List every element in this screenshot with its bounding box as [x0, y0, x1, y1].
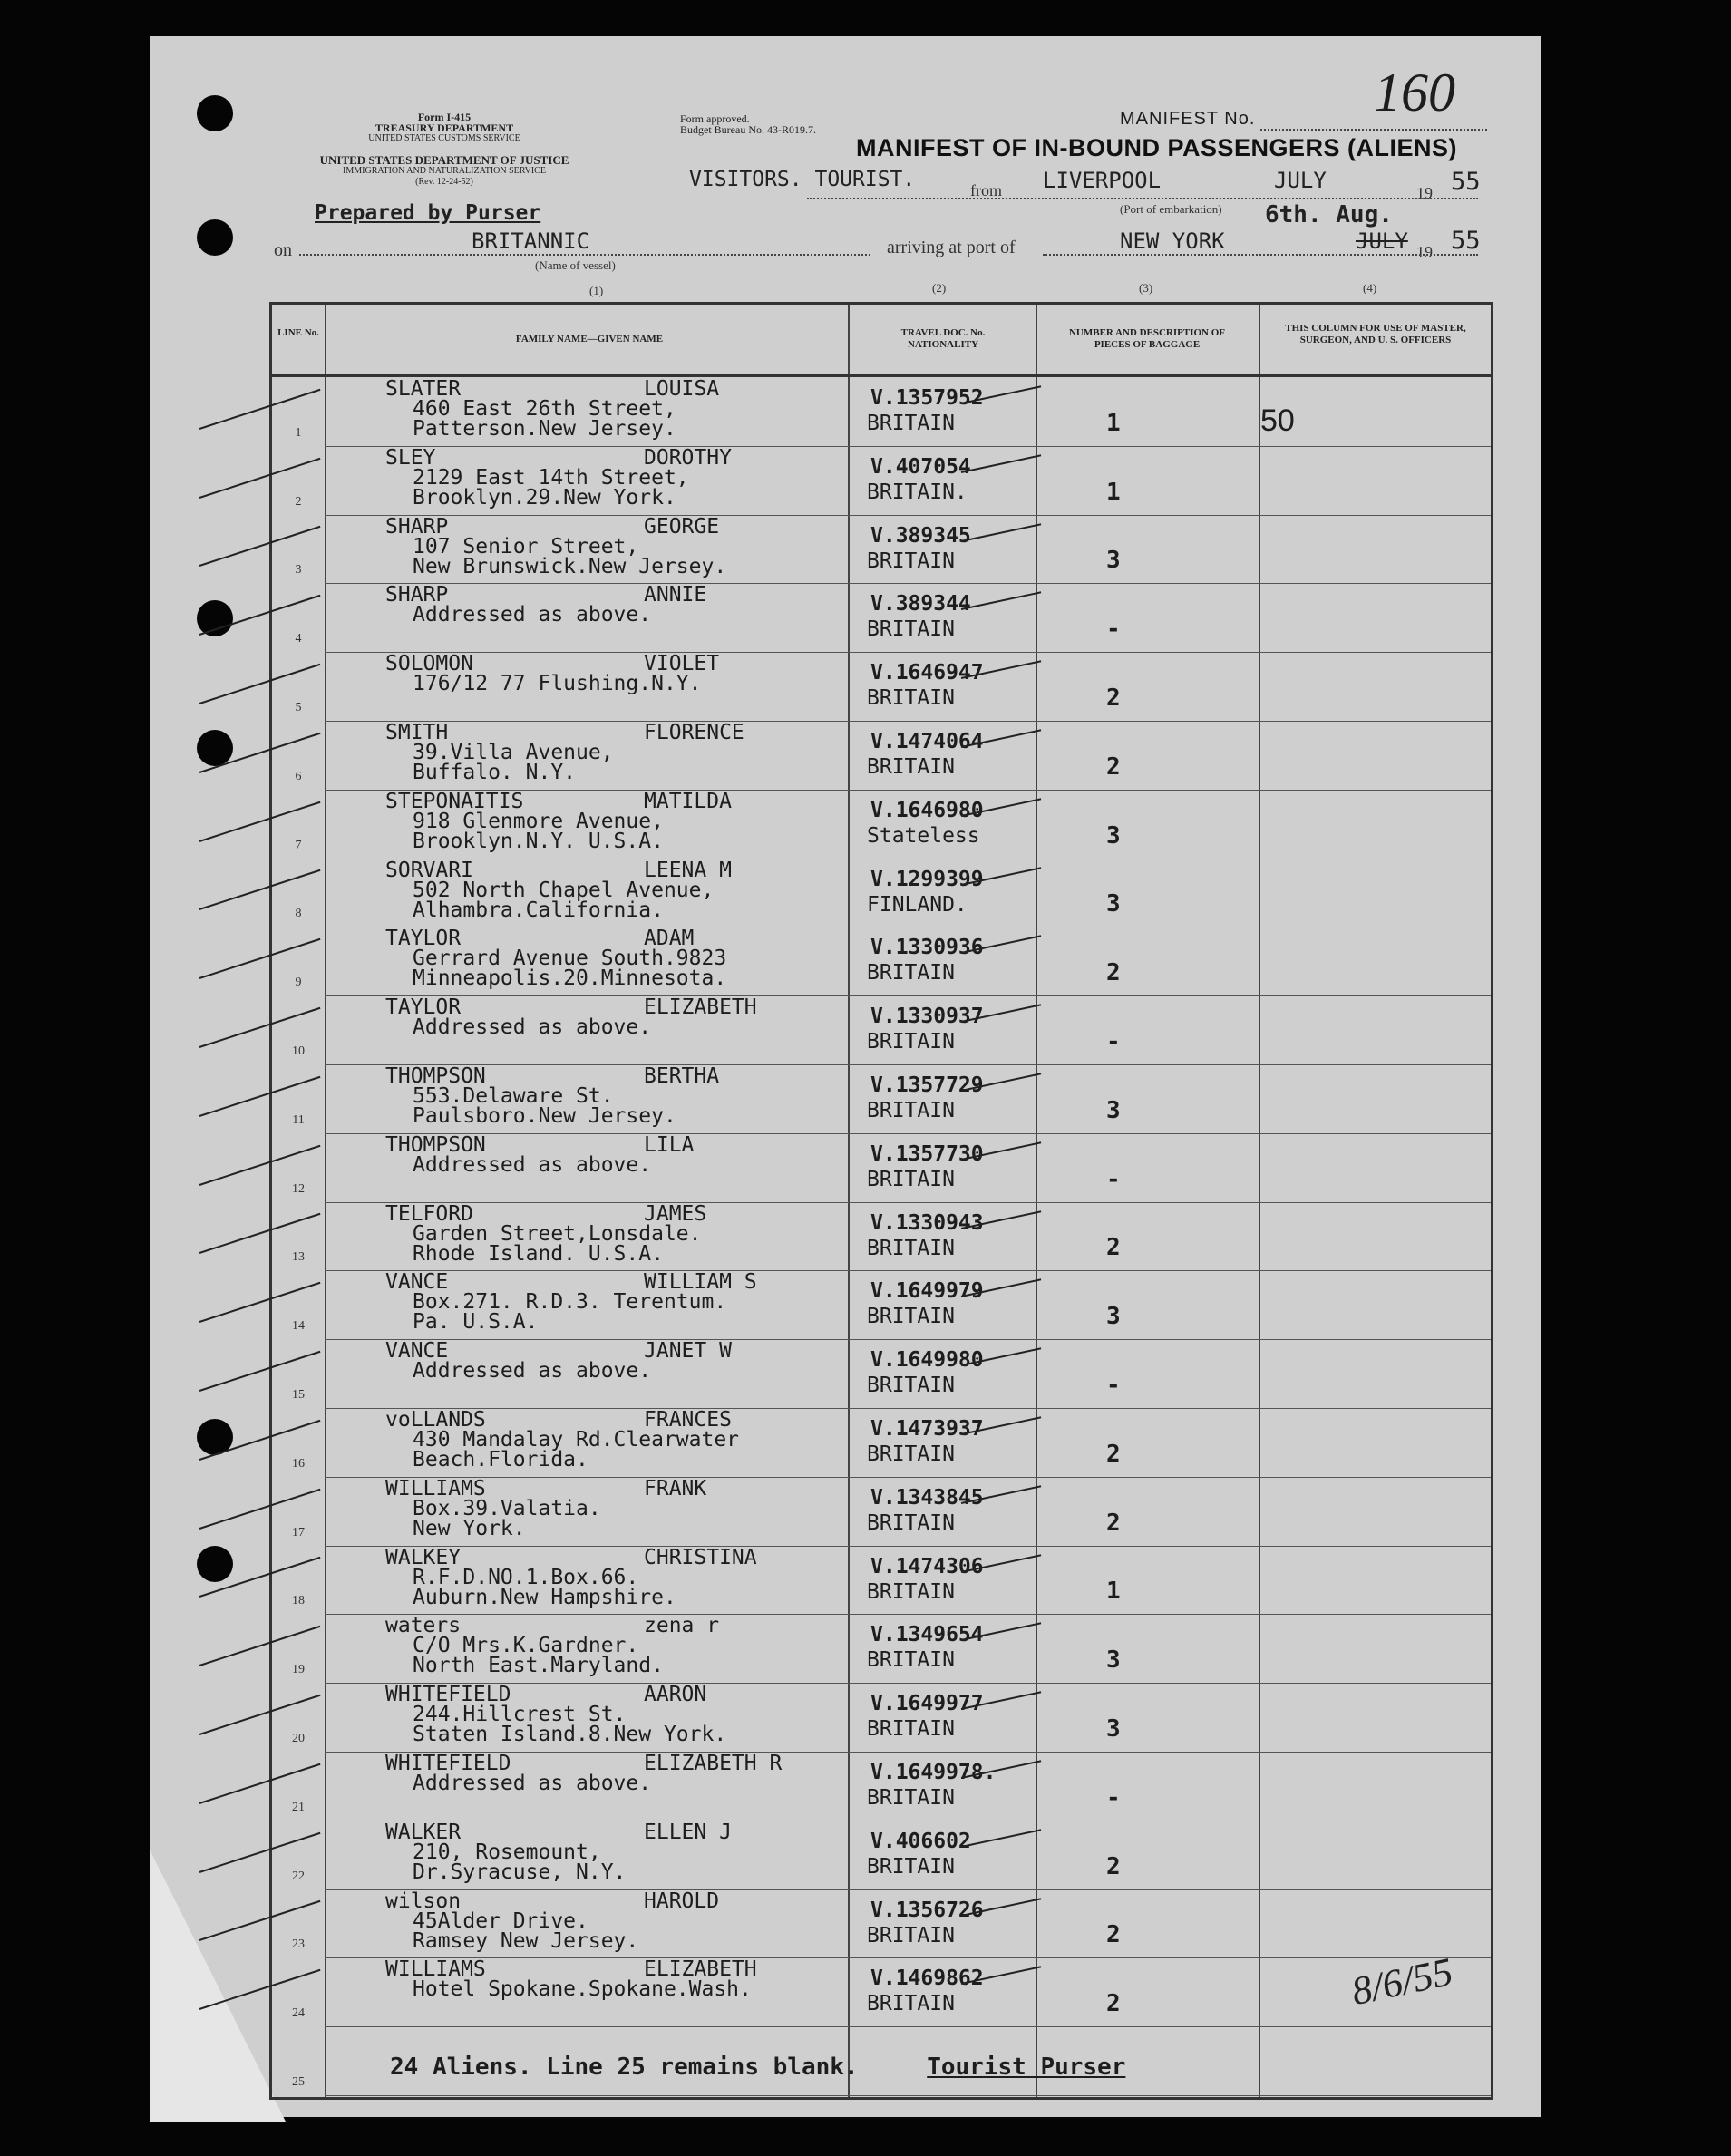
address-line-1: Gerrard Avenue South.9823	[413, 947, 727, 971]
baggage-count: 2	[1106, 684, 1121, 712]
table-row	[272, 1339, 1491, 1408]
purser-title: Tourist Purser	[927, 2054, 1126, 2081]
table-row	[272, 790, 1491, 859]
arrival-month-struck: JULY	[1356, 228, 1408, 254]
nationality: BRITAIN	[867, 1854, 955, 1879]
baggage-count: 2	[1106, 1234, 1121, 1262]
col-header-officers: THIS COLUMN FOR USE OF MASTER, SURGEON, AND U. S. OFFICERS	[1285, 323, 1466, 345]
col-header-baggage: NUMBER AND DESCRIPTION OF PIECES OF BAGGAGE	[1068, 327, 1226, 350]
address-line-1: Garden Street,Lonsdale.	[413, 1221, 702, 1246]
address-line-1: Addressed as above.	[413, 1772, 652, 1795]
family-name: WILLIAMS	[385, 1957, 486, 1982]
manifest-footer	[390, 2054, 1125, 2081]
check-mark	[961, 523, 1041, 542]
line-number: 5	[295, 700, 302, 714]
line-number: 18	[292, 1594, 305, 1608]
address-line-2: Auburn.New Hampshire.	[413, 1585, 676, 1609]
baggage-count: -	[1106, 616, 1121, 644]
given-name: FRANCES	[644, 1408, 732, 1432]
family-name: SLATER	[385, 377, 462, 401]
line-number: 14	[292, 1319, 305, 1334]
given-name: VIOLET	[644, 652, 720, 676]
family-name: STEPONAITIS	[385, 789, 524, 813]
baggage-count: -	[1106, 1165, 1121, 1193]
nationality: BRITAIN	[867, 1442, 955, 1466]
family-name: SHARP	[385, 514, 449, 539]
given-name: FRANK	[644, 1476, 707, 1500]
table-row	[272, 1614, 1491, 1683]
travel-doc-number: V.1474064	[870, 730, 984, 753]
baggage-count: -	[1106, 1783, 1121, 1811]
binder-hole	[197, 1546, 233, 1582]
table-row	[272, 1889, 1491, 1958]
folded-corner	[150, 1850, 286, 2122]
family-name: WILLIAMS	[385, 1476, 486, 1500]
baggage-count: 2	[1106, 1440, 1121, 1468]
ins-service: IMMIGRATION AND NATURALIZATION SERVICE	[343, 166, 546, 176]
baggage-count: 2	[1106, 1509, 1121, 1537]
given-name: JANET W	[644, 1339, 732, 1364]
given-name: LEENA M	[644, 858, 732, 882]
binder-hole	[197, 730, 233, 766]
table-row	[272, 1202, 1491, 1271]
binder-hole	[197, 219, 233, 256]
arrival-year: 55	[1451, 227, 1481, 255]
travel-doc-number: V.407054	[870, 454, 971, 479]
passenger-table	[269, 302, 1493, 2100]
line-number: 24	[292, 2006, 305, 2021]
baggage-count: 3	[1106, 890, 1121, 918]
address-line-2: Pa. U.S.A.	[413, 1310, 539, 1335]
address-line-2: Rhode Island. U.S.A.	[413, 1241, 664, 1266]
col-header-name: FAMILY NAME—GIVEN NAME	[515, 334, 664, 345]
check-mark	[961, 1829, 1041, 1848]
given-name: GEORGE	[644, 514, 720, 539]
baggage-count: 3	[1106, 547, 1121, 575]
nationality: BRITAIN	[867, 549, 955, 573]
baggage-count: 1	[1106, 1578, 1121, 1606]
family-name: WALKER	[385, 1820, 462, 1844]
given-name: ELIZABETH R	[644, 1752, 783, 1775]
address-line-2: Staten Island.8.New York.	[413, 1723, 727, 1747]
baggage-count: 2	[1106, 1921, 1121, 1949]
nationality: BRITAIN	[867, 1305, 955, 1329]
table-row	[272, 721, 1491, 790]
travel-doc-number: V.1349654	[870, 1623, 984, 1647]
travel-doc-number: V.1357729	[870, 1073, 984, 1097]
line-number: 11	[292, 1112, 305, 1127]
line-number: 19	[292, 1663, 305, 1677]
address-line-2: Brooklyn.29.New York.	[413, 485, 676, 510]
table-row	[272, 515, 1491, 584]
form-agency-block	[272, 112, 617, 188]
nationality: BRITAIN	[867, 961, 955, 986]
table-row	[272, 1821, 1491, 1889]
col-num-4: (4)	[1363, 281, 1377, 295]
family-name: SMITH	[385, 721, 449, 744]
port-embarkation-label: (Port of embarkation)	[1120, 202, 1222, 216]
address-line-1: 107 Senior Street,	[413, 534, 639, 558]
nationality: BRITAIN	[867, 1030, 955, 1054]
line-number: 2	[295, 494, 302, 509]
baggage-count: 1	[1106, 409, 1121, 437]
nationality: Stateless	[867, 823, 980, 848]
table-row	[272, 995, 1491, 1064]
baggage-count: 2	[1106, 753, 1121, 781]
travel-doc-number: V.1649977	[870, 1692, 984, 1716]
line-number: 22	[292, 1869, 305, 1883]
line-number: 12	[292, 1181, 305, 1196]
given-name: AARON	[644, 1683, 707, 1707]
baggage-count: 3	[1106, 821, 1121, 850]
given-name: LOUISA	[644, 377, 720, 401]
address-line-1: 210, Rosemount,	[413, 1840, 601, 1864]
address-line-2: North East.Maryland.	[413, 1654, 664, 1678]
address-line-2: Buffalo. N.Y.	[413, 761, 577, 784]
line-number: 15	[292, 1387, 305, 1402]
address-line-1: Addressed as above.	[413, 603, 652, 627]
travel-doc-number: V.406602	[870, 1829, 971, 1853]
embarkation-port: LIVERPOOL	[1043, 168, 1162, 193]
officer-date-stamp: 8/6/55	[1347, 1948, 1457, 2015]
travel-doc-number: V.1649979	[870, 1279, 984, 1304]
address-line-1: 244.Hillcrest St.	[413, 1703, 627, 1727]
given-name: LILA	[644, 1132, 695, 1157]
manifest-title: MANIFEST OF IN-BOUND PASSENGERS (ALIENS)	[856, 134, 1458, 161]
baggage-count: 2	[1106, 1852, 1121, 1880]
address-line-1: 460 East 26th Street,	[413, 397, 676, 421]
nationality: BRITAIN.	[867, 480, 968, 504]
travel-doc-number: V.1357952	[870, 386, 984, 410]
justice-dept: UNITED STATES DEPARTMENT OF JUSTICE	[319, 153, 569, 167]
given-name: ANNIE	[644, 583, 707, 607]
family-name: VANCE	[385, 1270, 449, 1295]
address-line-1: 45Alder Drive.	[413, 1908, 588, 1933]
nationality: BRITAIN	[867, 1786, 955, 1810]
table-row	[272, 1133, 1491, 1202]
form-number: Form I-415	[417, 111, 472, 123]
baggage-count: 3	[1106, 1096, 1121, 1124]
baggage-count: 3	[1106, 1714, 1121, 1743]
table-row	[272, 652, 1491, 721]
table-row	[272, 1270, 1491, 1339]
line-number: 13	[292, 1250, 305, 1265]
col-header-travel-doc: TRAVEL DOC. No. NATIONALITY	[900, 327, 986, 350]
address-line-1: Addressed as above.	[413, 1152, 652, 1177]
baggage-count: 3	[1106, 1646, 1121, 1675]
family-name: voLLANDS	[385, 1408, 486, 1432]
given-name: zena r	[644, 1614, 720, 1638]
address-line-2: Minneapolis.20.Minnesota.	[413, 966, 727, 991]
table-row	[272, 1408, 1491, 1477]
family-name: TELFORD	[385, 1201, 473, 1226]
baggage-count: 2	[1106, 959, 1121, 987]
travel-doc-number: V.1299399	[870, 867, 984, 891]
given-name: ADAM	[644, 927, 695, 951]
form-revision: (Rev. 12-24-52)	[415, 177, 473, 187]
family-name: THOMPSON	[385, 1064, 486, 1088]
travel-doc-number: V.1474306	[870, 1554, 984, 1578]
table-row	[272, 927, 1491, 995]
departure-month: JULY	[1274, 168, 1327, 193]
address-line-2: Dr.Syracuse, N.Y.	[413, 1860, 627, 1884]
baggage-count: -	[1106, 1027, 1121, 1055]
nationality: BRITAIN	[867, 1648, 955, 1673]
line-number: 25	[292, 2074, 305, 2089]
nationality: BRITAIN	[867, 686, 955, 711]
travel-doc-number: V.1357730	[870, 1141, 984, 1166]
col-num-1: (1)	[589, 284, 604, 297]
table-row	[272, 1752, 1491, 1821]
family-name: WHITEFIELD	[385, 1752, 511, 1775]
nationality: BRITAIN	[867, 1510, 955, 1535]
given-name: BERTHA	[644, 1064, 720, 1088]
given-name: DOROTHY	[644, 445, 732, 470]
table-row	[272, 1546, 1491, 1615]
family-name: TAYLOR	[385, 927, 462, 951]
nationality: BRITAIN	[867, 1236, 955, 1260]
line-number: 21	[292, 1800, 305, 1814]
table-row	[272, 1957, 1491, 2026]
address-line-2: Beach.Florida.	[413, 1448, 588, 1471]
line-number: 6	[295, 769, 302, 783]
treasury-dept: TREASURY DEPARTMENT	[374, 121, 514, 134]
given-name: MATILDA	[644, 789, 732, 813]
address-line-1: Box.271. R.D.3. Terentum.	[413, 1290, 727, 1315]
travel-doc-number: V.1649980	[870, 1348, 984, 1373]
address-line-1: R.F.D.NO.1.Box.66.	[413, 1565, 639, 1589]
check-mark	[961, 592, 1041, 611]
budget-bureau: Budget Bureau No. 43-R019.7.	[680, 123, 816, 136]
baggage-count: -	[1106, 1371, 1121, 1399]
line-number: 23	[292, 1937, 305, 1952]
given-name: HAROLD	[644, 1889, 720, 1913]
arrival-date: 6th. Aug.	[1265, 201, 1393, 228]
family-name: THOMPSON	[385, 1132, 486, 1157]
address-line-2: Ramsey New Jersey.	[413, 1928, 639, 1953]
departure-year: 55	[1451, 168, 1481, 196]
nationality: BRITAIN	[867, 1717, 955, 1742]
family-name: SHARP	[385, 583, 449, 607]
nationality: BRITAIN	[867, 1374, 955, 1398]
travel-doc-number: V.1649978.	[870, 1761, 997, 1784]
arrival-port: NEW YORK	[1120, 228, 1225, 254]
travel-doc-number: V.1330936	[870, 936, 984, 960]
travel-doc-number: V.1330937	[870, 1005, 984, 1029]
given-name: JAMES	[644, 1201, 707, 1226]
nationality: FINLAND.	[867, 892, 968, 917]
address-line-2: Patterson.New Jersey.	[413, 417, 676, 441]
line-number: 9	[295, 976, 302, 990]
address-line-2: New Brunswick.New Jersey.	[413, 554, 727, 578]
address-line-1: Addressed as above.	[413, 1359, 652, 1384]
family-name: SORVARI	[385, 858, 473, 882]
given-name: FLORENCE	[644, 721, 744, 744]
address-line-2: Alhambra.California.	[413, 898, 664, 922]
line-number: 17	[292, 1525, 305, 1539]
binder-hole	[197, 600, 233, 636]
form-approved: Form approved.	[680, 112, 750, 125]
address-line-1: Box.39.Valatia.	[413, 1496, 601, 1520]
line-number: 4	[295, 632, 302, 646]
binder-hole	[197, 95, 233, 131]
line-number: 7	[295, 838, 302, 852]
col-num-3: (3)	[1139, 281, 1153, 295]
passenger-class: VISITORS. TOURIST.	[689, 168, 916, 191]
manifest-number: 160	[1374, 63, 1455, 122]
officer-note: 50	[1260, 403, 1295, 438]
year-prefix: 19	[1416, 184, 1433, 202]
baggage-count: 3	[1106, 1303, 1121, 1331]
table-row	[272, 1064, 1491, 1133]
nationality: BRITAIN	[867, 755, 955, 779]
vessel-name: BRITANNIC	[472, 228, 590, 254]
prepared-by: Prepared by Purser	[315, 201, 541, 225]
nationality: BRITAIN	[867, 1099, 955, 1122]
family-name: waters	[385, 1614, 462, 1638]
table-row	[272, 583, 1491, 652]
footer-summary: 24 Aliens. Line 25 remains blank.	[390, 2054, 859, 2081]
address-line-1: 918 Glenmore Avenue,	[413, 809, 664, 833]
address-line-1: 2129 East 14th Street,	[413, 465, 689, 490]
family-name: TAYLOR	[385, 995, 462, 1020]
family-name: WALKEY	[385, 1545, 462, 1569]
col-num-2: (2)	[932, 281, 947, 295]
travel-doc-number: V.389344	[870, 592, 971, 617]
nationality: BRITAIN	[867, 1992, 955, 2016]
address-line-1: 502 North Chapel Avenue,	[413, 878, 715, 902]
nationality: BRITAIN	[867, 1923, 955, 1947]
travel-doc-number: V.1469862	[870, 1967, 984, 1991]
form-approval-block	[680, 113, 816, 135]
address-line-1: Hotel Spokane.Spokane.Wash.	[413, 1977, 752, 2002]
given-name: ELIZABETH	[644, 995, 757, 1020]
table-row	[272, 859, 1491, 927]
table-row	[272, 1477, 1491, 1546]
on-label: on	[274, 240, 292, 260]
given-name: WILLIAM S	[644, 1270, 757, 1295]
address-line-2: New York.	[413, 1516, 526, 1540]
table-row	[272, 377, 1491, 446]
travel-doc-number: V.1646980	[870, 798, 984, 822]
from-label: from	[970, 181, 1002, 199]
given-name: ELIZABETH	[644, 1957, 757, 1982]
family-name: wilson	[385, 1889, 462, 1913]
nationality: BRITAIN	[867, 617, 955, 642]
line-number: 8	[295, 907, 302, 921]
customs-service: UNITED STATES CUSTOMS SERVICE	[368, 133, 520, 143]
given-name: CHRISTINA	[644, 1545, 757, 1569]
travel-doc-number: V.1343845	[870, 1485, 984, 1510]
family-name: SOLOMON	[385, 652, 473, 676]
table-row	[272, 1683, 1491, 1752]
travel-doc-number: V.389345	[870, 523, 971, 548]
table-row	[272, 446, 1491, 515]
travel-doc-number: V.1330943	[870, 1210, 984, 1235]
line-number: 20	[292, 1731, 305, 1745]
address-line-1: 39.Villa Avenue,	[413, 741, 614, 764]
nationality: BRITAIN	[867, 1167, 955, 1191]
address-line-1: 430 Mandalay Rd.Clearwater	[413, 1428, 740, 1452]
arrival-year-prefix: 19	[1416, 243, 1433, 261]
line-number: 1	[295, 425, 302, 440]
address-line-1: 553.Delaware St.	[413, 1084, 614, 1108]
baggage-count: 1	[1106, 478, 1121, 506]
travel-doc-number: V.1356726	[870, 1898, 984, 1922]
baggage-count: 2	[1106, 1990, 1121, 2018]
vessel-label: (Name of vessel)	[535, 258, 616, 272]
travel-doc-number: V.1473937	[870, 1417, 984, 1441]
address-line-1: Addressed as above.	[413, 1015, 652, 1040]
check-mark	[961, 454, 1041, 473]
col-header-line: LINE No.	[277, 327, 319, 338]
address-line-1: 176/12 77 Flushing.N.Y.	[413, 672, 702, 696]
line-number: 10	[292, 1044, 305, 1058]
arriving-label: arriving at port of	[887, 238, 1016, 257]
nationality: BRITAIN	[867, 1579, 955, 1604]
address-line-1: C/O Mrs.K.Gardner.	[413, 1634, 639, 1658]
manifest-label: MANIFEST No.	[1120, 109, 1256, 129]
address-line-2: Paulsboro.New Jersey.	[413, 1104, 676, 1128]
family-name: VANCE	[385, 1339, 449, 1364]
given-name: ELLEN J	[644, 1820, 732, 1844]
family-name: WHITEFIELD	[385, 1683, 511, 1707]
line-number: 16	[292, 1456, 305, 1471]
family-name: SLEY	[385, 445, 436, 470]
line-number: 3	[295, 563, 302, 578]
nationality: BRITAIN	[867, 412, 955, 435]
address-line-2: Brooklyn.N.Y. U.S.A.	[413, 829, 664, 853]
travel-doc-number: V.1646947	[870, 661, 984, 685]
